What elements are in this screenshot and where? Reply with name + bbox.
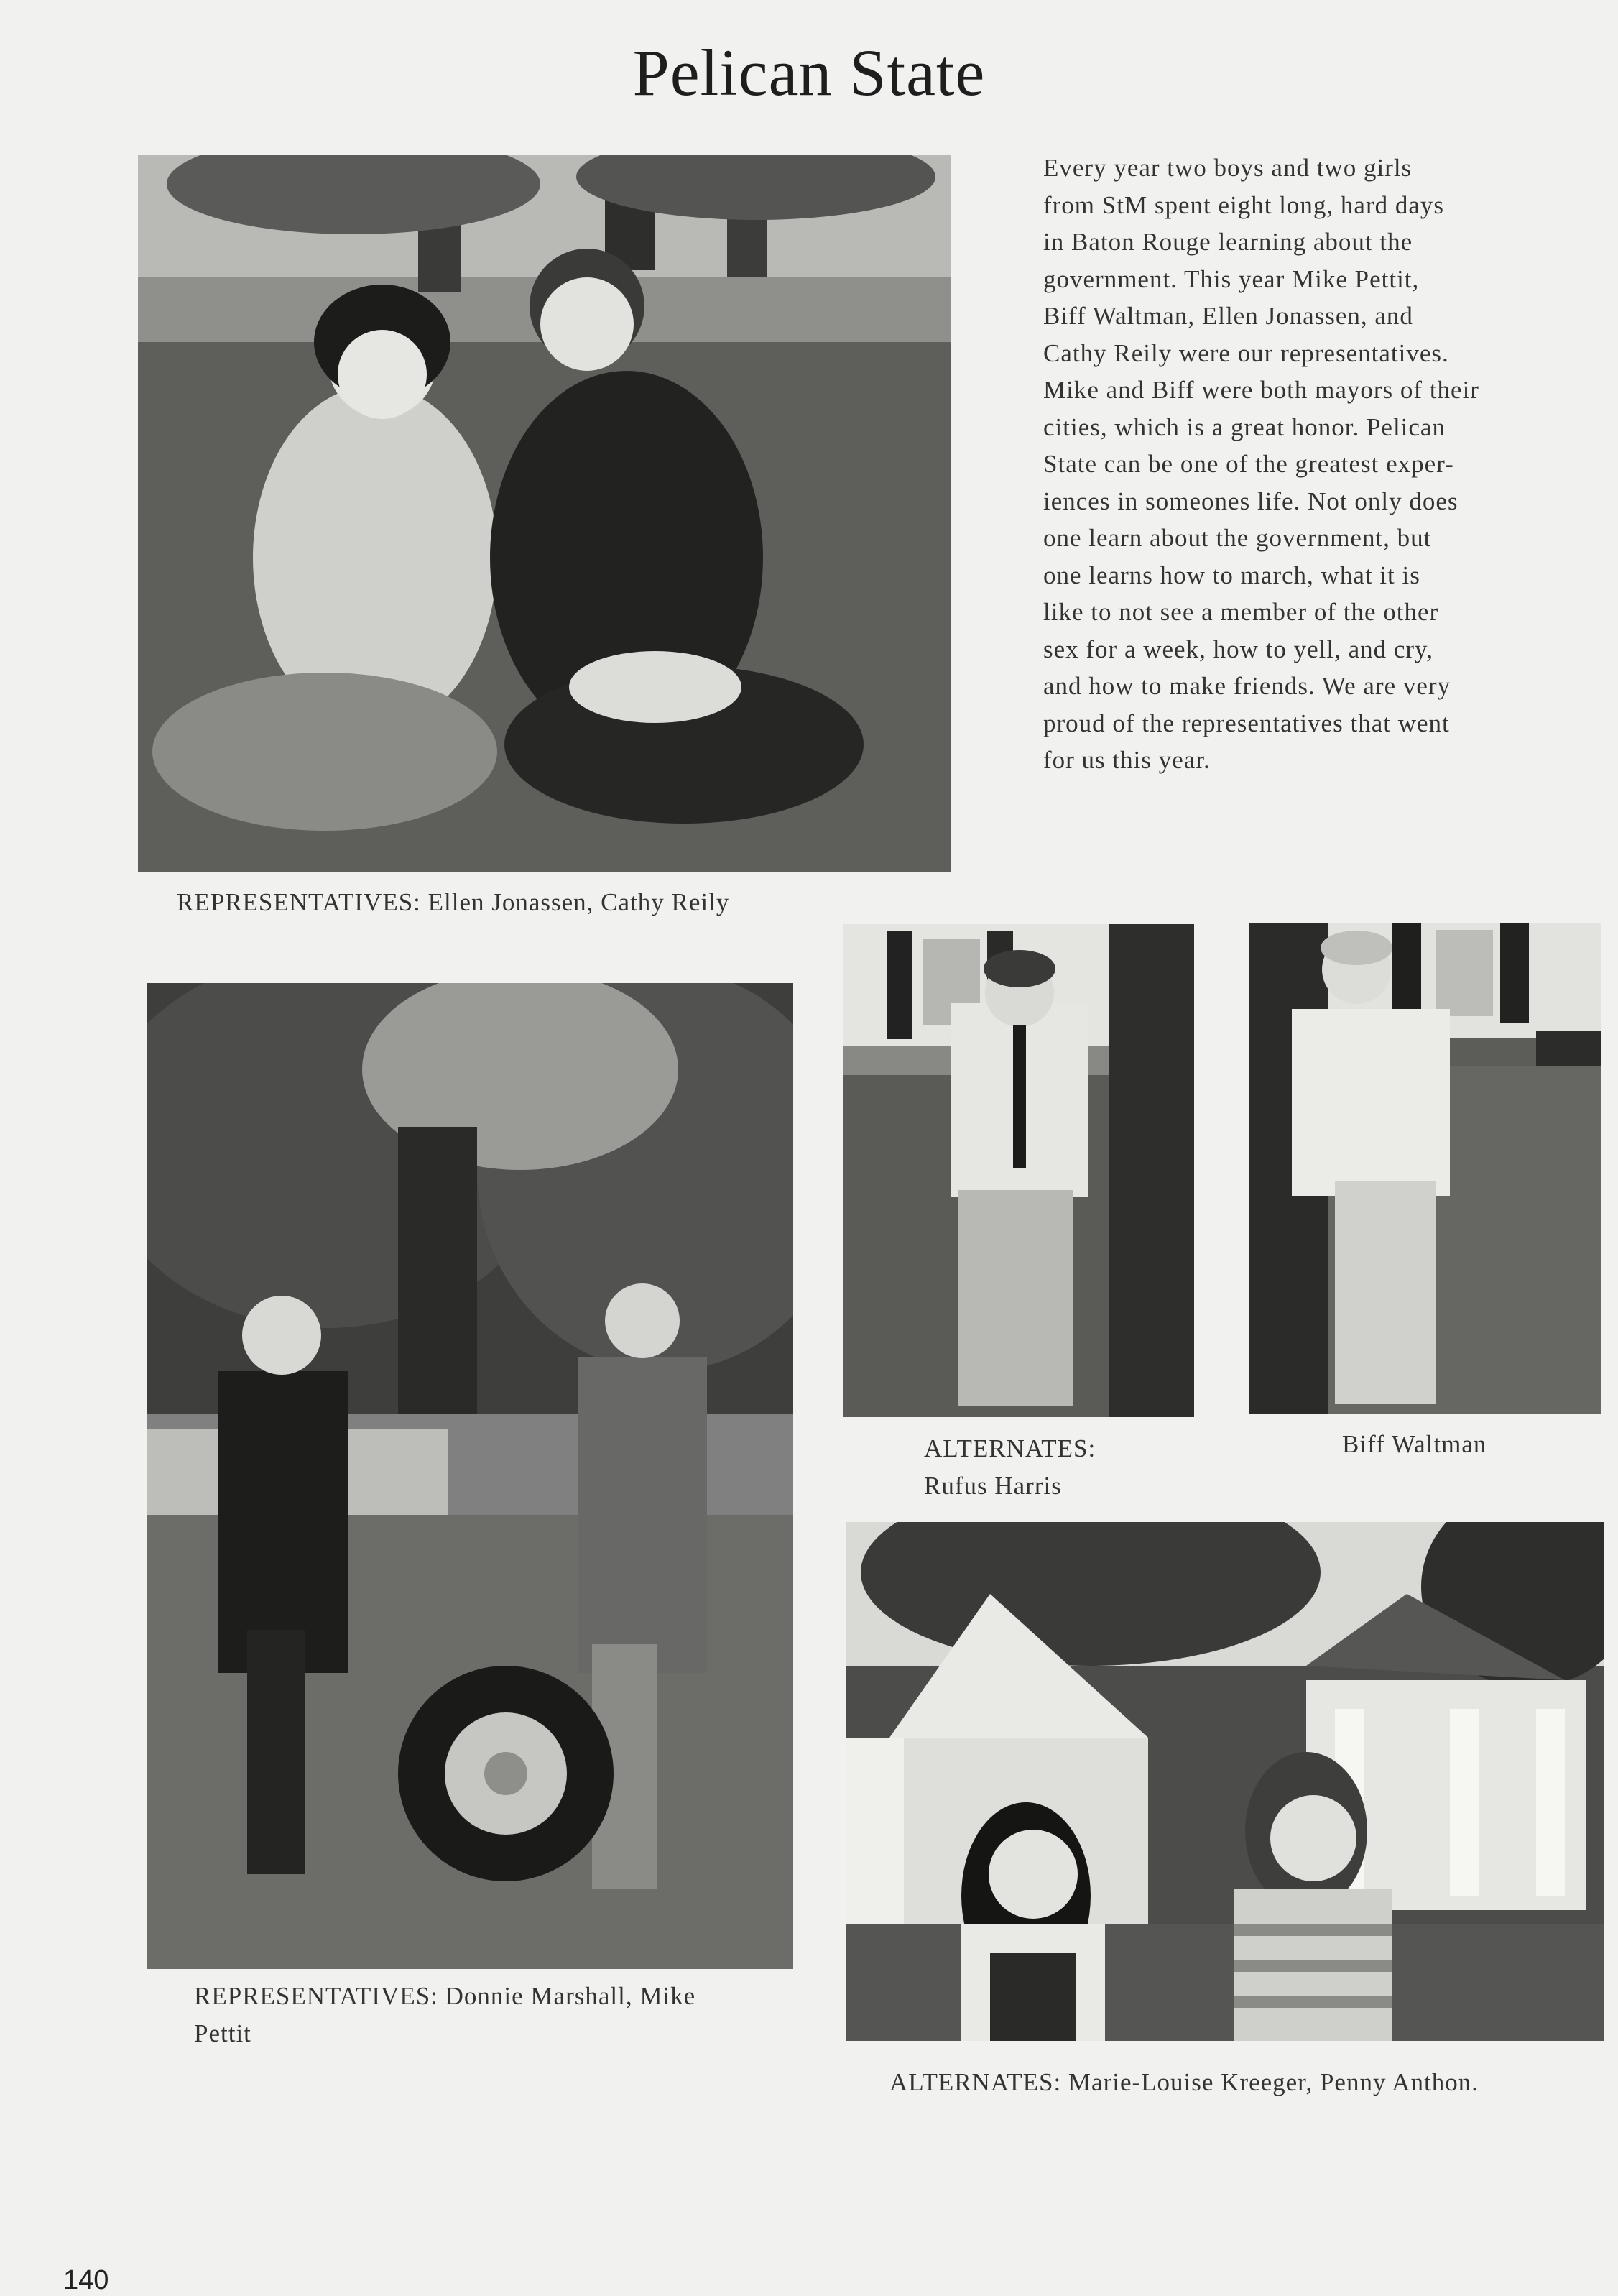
caption-biff-waltman: Biff Waltman: [1342, 1430, 1487, 1458]
caption-girls-representatives: REPRESENTATIVES: Ellen Jonassen, Cathy Reily: [177, 888, 730, 916]
photo-girls-representatives: [138, 155, 951, 872]
photo-alternate-rufus-harris: [843, 924, 1194, 1417]
caption-girls-alternates: ALTERNATES: Marie-Louise Kreeger, Penny Anthon.: [889, 2068, 1479, 2096]
caption-boys-representatives: REPRESENTATIVES: Donnie Marshall, Mike Pettit: [194, 1982, 696, 2047]
article-body: Every year two boys and two girls from StM spent eight long, hard days in Baton Rouge learning about the government. This year Mike Pettit, Biff Waltman, Ellen Jonassen, and Cathy Reily were our representatives. Mike and Biff were both mayors of their cities, which is a great honor. Pelican State can be one of the greatest exper- iences in someones life. Not only does one learn about the government, but one learns how to march, what it is like to not see a member of the other sex for a week, how to yell, and cry, and how to make friends. We are very proud of the representatives that went for us this year.: [1043, 154, 1479, 774]
page-title: Pelican State: [632, 36, 986, 109]
photo-girls-alternates: [846, 1522, 1604, 2041]
caption-alternate-rufus-harris: ALTERNATES: Rufus Harris: [924, 1434, 1096, 1500]
photo-biff-waltman: [1249, 923, 1601, 1414]
photo-boys-representatives: [147, 983, 793, 1969]
page-number: 140: [63, 2265, 109, 2295]
